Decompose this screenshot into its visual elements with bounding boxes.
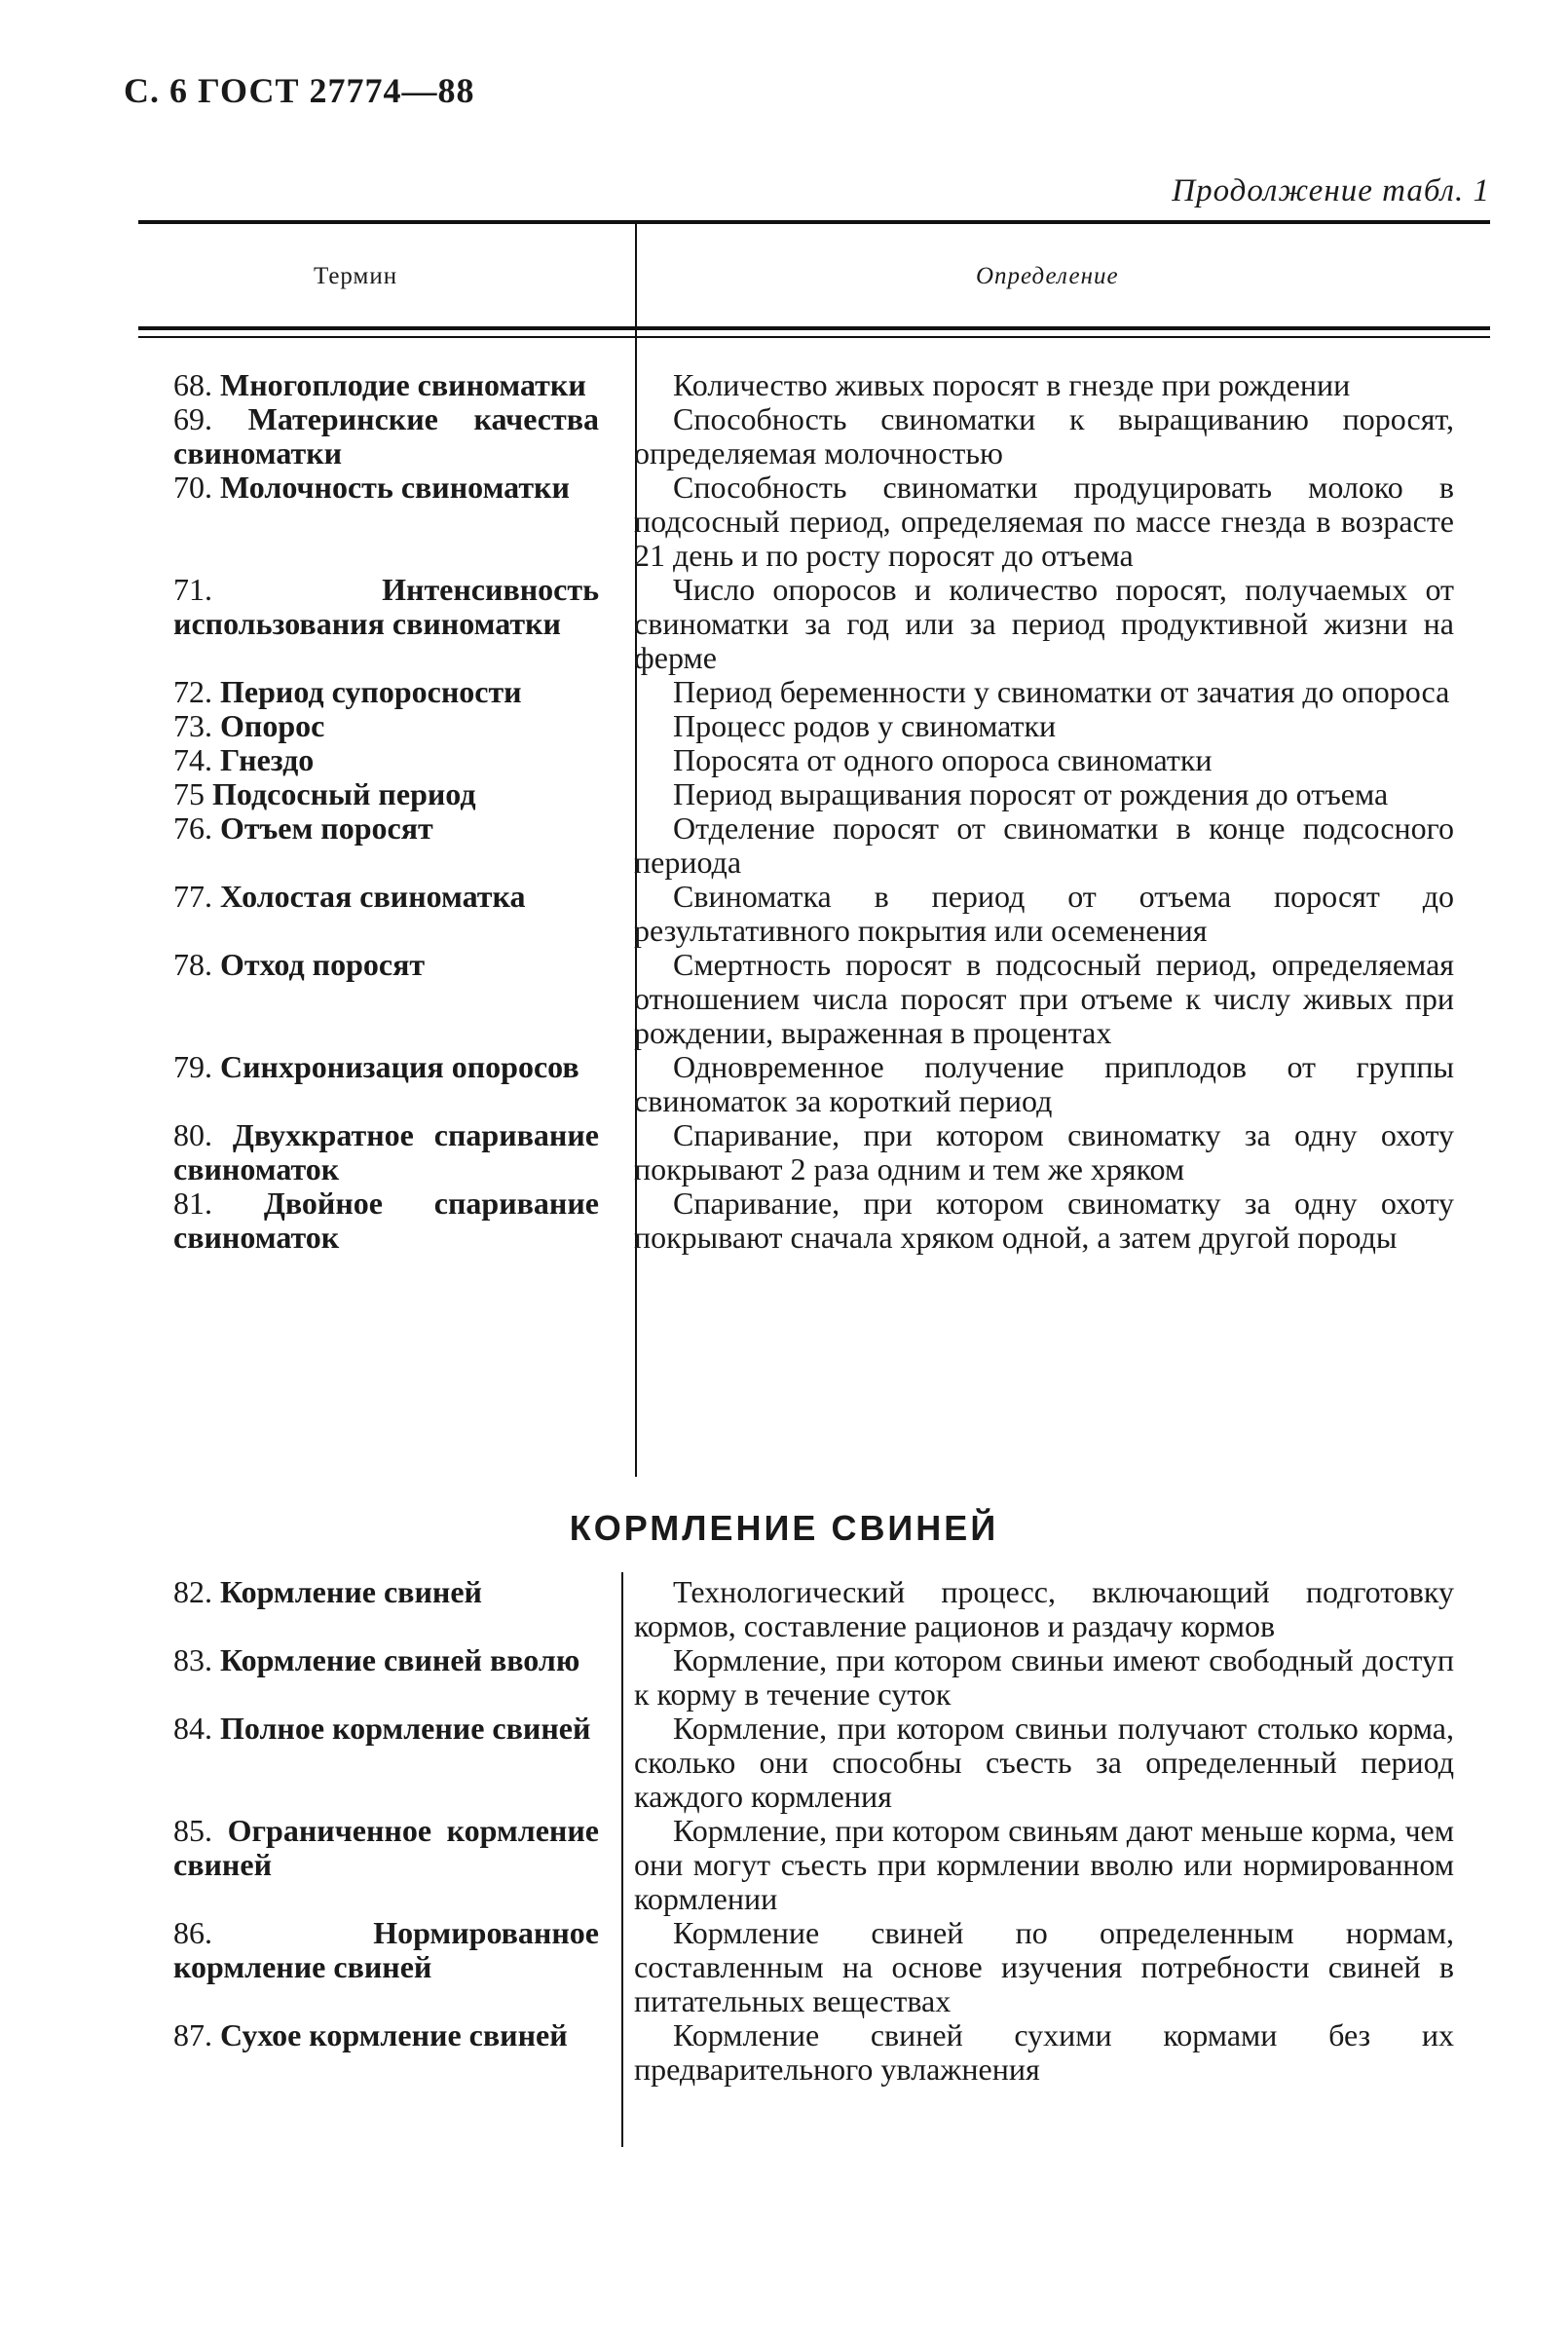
- term-number: 83.: [173, 1642, 212, 1677]
- term-cell: [144, 1916, 612, 2018]
- definition-cell: [634, 471, 1474, 573]
- table-row: [144, 2018, 1493, 2087]
- section-title: КОРМЛЕНИЕ СВИНЕЙ: [569, 1508, 999, 1548]
- definition-cell: [634, 1814, 1474, 1916]
- terms-table-part1: [144, 368, 1493, 1255]
- term-cell: [144, 1118, 612, 1186]
- definition-text: Количество живых поросят в гнезде при рождении: [673, 367, 1351, 402]
- term-cell: [144, 368, 612, 402]
- term-cell: [144, 675, 612, 709]
- term-name: Ограниченное кормление свиней: [173, 1813, 599, 1882]
- table-row: [144, 1712, 1493, 1814]
- term-name: Многоплодие свиноматки: [220, 367, 586, 402]
- table-row: [144, 1575, 1493, 1643]
- term-cell: [144, 402, 612, 471]
- definition-text: Кормление свиней по определенным нормам, составленным на основе изучения потребности свиней в питательных веществах: [634, 1915, 1454, 2018]
- column-header-definition: Определение: [976, 263, 1119, 289]
- term-name: Синхронизация опоросов: [220, 1049, 579, 1084]
- term-number: 71.: [173, 572, 212, 607]
- term-name: Двойное спаривание свиноматок: [173, 1186, 600, 1255]
- term-cell: [144, 811, 612, 880]
- term-name: Холостая свиноматка: [220, 879, 526, 914]
- table-row: [144, 1814, 1493, 1916]
- definition-cell: [634, 1118, 1474, 1186]
- definition-text: Кормление свиней сухими кормами без их предварительного увлажнения: [634, 2017, 1454, 2087]
- term-cell: [144, 573, 612, 675]
- term-cell: [144, 777, 612, 811]
- definition-cell: [634, 777, 1474, 811]
- table-row: [144, 743, 1493, 777]
- definition-text: Способность свиноматки к выращиванию поросят, определяемая молочностью: [634, 401, 1454, 471]
- term-name: Подсосный период: [212, 776, 476, 811]
- definition-text: Число опоросов и количество поросят, получаемых от свиноматки за год или за период продуктивной жизни на ферме: [634, 572, 1454, 675]
- term-name: Отъем поросят: [220, 810, 433, 846]
- header-rule-thin: [138, 336, 1490, 338]
- page-header: С. 6 ГОСТ 27774—88: [124, 71, 475, 110]
- term-cell: [144, 1575, 612, 1643]
- table-row: [144, 402, 1493, 471]
- term-name: Молочность свиноматки: [220, 470, 570, 505]
- terms-table-part2: [144, 1575, 1493, 2087]
- term-name: Интенсивность использования свиноматки: [173, 572, 599, 641]
- definition-text: Кормление, при котором свиньи имеют свободный доступ к корму в течение суток: [634, 1642, 1454, 1712]
- definition-cell: [634, 743, 1474, 777]
- table-row: [144, 573, 1493, 675]
- definition-text: Период беременности у свиноматки от зачатия до опороса: [673, 674, 1450, 709]
- term-number: 85.: [173, 1813, 212, 1848]
- term-number: 76.: [173, 810, 212, 846]
- table-row: [144, 709, 1493, 743]
- term-number: 84.: [173, 1711, 212, 1746]
- term-cell: [144, 1186, 612, 1255]
- table-row: [144, 368, 1493, 402]
- term-name: Кормление свиней вволю: [220, 1642, 580, 1677]
- term-name: Материнские качества свиноматки: [173, 401, 600, 471]
- term-cell: [144, 880, 612, 948]
- term-number: 86.: [173, 1915, 212, 1950]
- definition-text: Способность свиноматки продуцировать молоко в подсосный период, определяемая по массе гнезда в возрасте 21 день и по росту поросят до отъема: [634, 470, 1454, 573]
- term-number: 68.: [173, 367, 212, 402]
- definition-cell: [634, 675, 1474, 709]
- definition-cell: [634, 1916, 1474, 2018]
- table-row: [144, 880, 1493, 948]
- definition-cell: [634, 573, 1474, 675]
- term-number: 69.: [173, 401, 212, 436]
- definition-text: Одновременное получение приплодов от группы свиноматок за короткий период: [634, 1049, 1454, 1118]
- term-name: Полное кормление свиней: [220, 1711, 591, 1746]
- definition-text: Спаривание, при котором свиноматку за одну охоту покрывают 2 раза одним и тем же хряком: [634, 1117, 1454, 1186]
- definition-cell: [634, 811, 1474, 880]
- term-cell: [144, 709, 612, 743]
- term-name: Нормированное кормление свиней: [173, 1915, 599, 1984]
- table-row: [144, 811, 1493, 880]
- definition-text: Свиноматка в период от отъема поросят до результативного покрытия или осеменения: [634, 879, 1454, 948]
- term-number: 73.: [173, 708, 212, 743]
- term-number: 78.: [173, 947, 212, 982]
- term-cell: [144, 471, 612, 573]
- term-cell: [144, 743, 612, 777]
- term-number: 74.: [173, 742, 212, 777]
- definition-text: Смертность поросят в подсосный период, определяемая отношением числа поросят при отъеме к числу живых при рождении, выраженная в процентах: [634, 947, 1454, 1050]
- definition-cell: [634, 1575, 1474, 1643]
- term-number: 77.: [173, 879, 212, 914]
- term-name: Опорос: [220, 708, 325, 743]
- term-cell: [144, 1712, 612, 1814]
- definition-text: Отделение поросят от свиноматки в конце подсосного периода: [634, 810, 1454, 880]
- definition-text: Процесс родов у свиноматки: [673, 708, 1057, 743]
- term-name: Гнездо: [220, 742, 315, 777]
- term-name: Отход поросят: [220, 947, 426, 982]
- column-header-term: Термин: [314, 263, 398, 289]
- table-row: [144, 777, 1493, 811]
- definition-cell: [634, 2018, 1474, 2087]
- table-row: [144, 1916, 1493, 2018]
- table-row: [144, 1186, 1493, 1255]
- term-number: 72.: [173, 674, 212, 709]
- definition-text: Период выращивания поросят от рождения до отъема: [673, 776, 1389, 811]
- definition-cell: [634, 402, 1474, 471]
- table-row: [144, 1118, 1493, 1186]
- term-name: Двухкратное спаривание свиноматок: [173, 1117, 600, 1186]
- definition-cell: [634, 1643, 1474, 1712]
- definition-cell: [634, 1186, 1474, 1255]
- header-rule: [138, 326, 1490, 330]
- term-cell: [144, 2018, 612, 2087]
- term-number: 82.: [173, 1574, 212, 1609]
- definition-cell: [634, 1712, 1474, 1814]
- table-row: [144, 675, 1493, 709]
- table-top-rule: [138, 220, 1490, 224]
- definition-text: Поросята от одного опороса свиноматки: [673, 742, 1213, 777]
- term-name: Кормление свиней: [220, 1574, 482, 1609]
- table-continuation-label: Продолжение табл. 1: [1172, 173, 1490, 208]
- definition-text: Спаривание, при котором свиноматку за одну охоту покрывают сначала хряком одной, а затем другой породы: [634, 1186, 1454, 1255]
- definition-text: Кормление, при котором свиньи получают столько корма, сколько они способны съесть за определенный период каждого кормления: [634, 1711, 1454, 1814]
- term-cell: [144, 948, 612, 1050]
- definition-cell: [634, 368, 1474, 402]
- term-name: Период супоросности: [220, 674, 522, 709]
- term-number: 79.: [173, 1049, 212, 1084]
- term-number: 75: [173, 776, 205, 811]
- definition-text: Технологический процесс, включающий подготовку кормов, составление рационов и раздачу кормов: [634, 1574, 1454, 1643]
- definition-cell: [634, 1050, 1474, 1118]
- term-number: 87.: [173, 2017, 212, 2052]
- term-number: 70.: [173, 470, 212, 505]
- term-cell: [144, 1814, 612, 1916]
- table-row: [144, 948, 1493, 1050]
- term-number: 80.: [173, 1117, 212, 1152]
- term-cell: [144, 1643, 612, 1712]
- definition-text: Кормление, при котором свиньям дают меньше корма, чем они могут съесть при кормлении вволю или нормированном кормлении: [634, 1813, 1454, 1916]
- definition-cell: [634, 948, 1474, 1050]
- definition-cell: [634, 880, 1474, 948]
- table-row: [144, 1643, 1493, 1712]
- table-row: [144, 471, 1493, 573]
- definition-cell: [634, 709, 1474, 743]
- term-cell: [144, 1050, 612, 1118]
- term-number: 81.: [173, 1186, 212, 1221]
- table-row: [144, 1050, 1493, 1118]
- term-name: Сухое кормление свиней: [220, 2017, 568, 2052]
